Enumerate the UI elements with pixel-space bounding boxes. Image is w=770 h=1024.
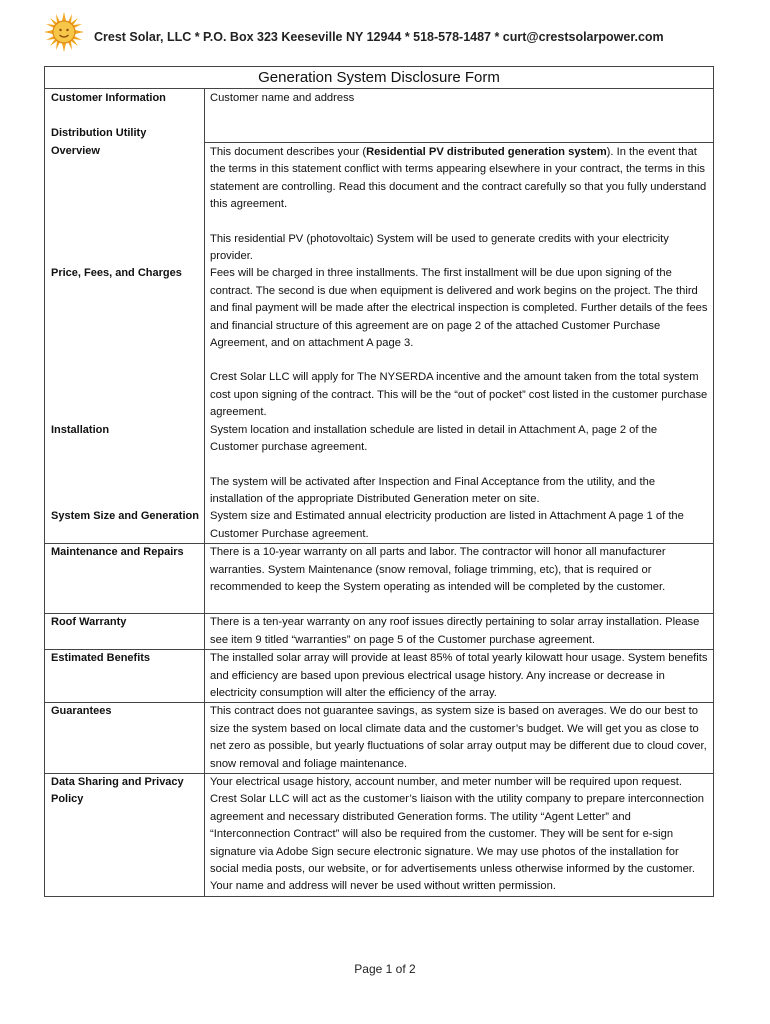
- overview-paragraph: [210, 144, 708, 214]
- guarantees-label: Guarantees: [45, 703, 205, 774]
- spacer: [210, 214, 708, 231]
- overview-bold-text: Residential PV distributed generation system: [366, 146, 607, 158]
- customer-name-and-address-field[interactable]: Customer name and address: [205, 89, 713, 143]
- installation-paragraph: System location and installation schedule are listed in detail in Attachment A, page 2 of the Customer purchase agreement.: [210, 423, 658, 454]
- customer-information-label: Customer Information: [51, 92, 166, 104]
- table-row-customer-information: [45, 89, 713, 266]
- roof-warranty-label: Roof Warranty: [45, 614, 205, 650]
- table-row-installation: [45, 422, 713, 509]
- table-row-estimated-benefits: [45, 650, 713, 703]
- overview-paragraph-2: This residential PV (photovoltaic) System will be used to generate credits with your electricity provider.: [210, 232, 669, 263]
- overview-suffix: ). In the event that the terms in this statement conflict with terms appearing elsewhere in your contract, the terms in this statement are controlling. Read this document and the contract carefully so that you fully understand this agreement.: [210, 146, 707, 211]
- spacer: [51, 107, 199, 124]
- company-contact-line: Crest Solar, LLC * P.O. Box 323 Keeseville NY 12944 * 518-578-1487 * curt@crestsolarpower.com: [94, 30, 664, 44]
- maintenance-label: Maintenance and Repairs: [45, 544, 205, 614]
- overview-prefix: This document describes your (: [210, 146, 367, 158]
- sun-logo-icon: [44, 12, 84, 52]
- roof-warranty-text: There is a ten-year warranty on any roof issues directly pertaining to solar array installation. Please see item 9 titled “warranties” on page 5 of the Customer purchase agreement.: [205, 614, 714, 650]
- table-row-maintenance: [45, 544, 713, 614]
- letterhead: [44, 10, 724, 58]
- spacer: [210, 457, 708, 474]
- row-content: [205, 265, 714, 421]
- table-row-system-size: [45, 508, 713, 543]
- price-paragraph: Fees will be charged in three installments. The first installment will be due upon signing of the contract. The second is due when equipment is delivered and work begins on the project. The third and final payment will be made after the electrical inspection is completed. Further details of the fees and financial structure of this agreement are on page 2 of the attached Customer Purchase Agreement, and on attachment A page 3.: [210, 267, 708, 350]
- data-sharing-label: Data Sharing and Privacy Policy: [45, 774, 205, 896]
- page-number: Page 1 of 2: [354, 962, 416, 976]
- table-row-guarantees: [45, 703, 713, 774]
- table-row-roof-warranty: [45, 614, 713, 650]
- distribution-utility-label: Distribution Utility: [51, 127, 147, 140]
- installation-label: Installation: [45, 422, 205, 509]
- system-size-label: System Size and Generation: [45, 508, 205, 543]
- row-content: [205, 89, 714, 266]
- guarantees-text: This contract does not guarantee savings, as system size is based on averages. We do our best to size the system based on local climate data and the customer’s budget. We will get you as close to net zero as possible, but yearly fluctuations of solar array output may be different due to cloud cover, snow removal and foliage maintenance.: [205, 703, 714, 774]
- disclosure-form: [44, 66, 714, 897]
- estimated-benefits-text: The installed solar array will provide at least 85% of total yearly kilowatt hour usage. System benefits and efficiency are based upon previous electrical usage history. Any increase or decrease in electricity consumption will alter the efficiency of the array.: [205, 650, 714, 703]
- table-row-data-sharing: [45, 774, 713, 896]
- form-title: Generation System Disclosure Form: [258, 69, 500, 86]
- system-size-text: System size and Estimated annual electricity production are listed in Attachment A page 1 of the Customer Purchase agreement.: [210, 510, 684, 540]
- estimated-benefits-label: Estimated Benefits: [45, 650, 205, 703]
- price-paragraph-2: Crest Solar LLC will apply for The NYSERDA incentive and the amount taken from the total system cost upon signing of the contract. This will be the “out of pocket” cost listed in the customer purchase agreement.: [210, 371, 708, 419]
- disclosure-table: [45, 88, 713, 896]
- overview-label: Overview: [51, 144, 100, 157]
- maintenance-text: There is a 10-year warranty on all parts and labor. The contractor will honor all manufacturer warranties. System Maintenance (snow removal, foliage trimming, etc), that is required or recommended to keep the System operating as intended will be completed by the customer.: [205, 544, 714, 614]
- price-label: Price, Fees, and Charges: [45, 265, 205, 421]
- installation-paragraph-2: The system will be activated after Inspection and Final Acceptance from the utility, and the installation of the appropriate Distributed Generation meter on site.: [210, 475, 656, 505]
- row-label: [45, 89, 205, 266]
- table-row-price: [45, 265, 713, 421]
- data-sharing-text: Your electrical usage history, account number, and meter number will be required upon request. Crest Solar LLC will act as the customer’s liaison with the utility company to prepare interconnection agreement and necessary distributed Generation forms. The utility “Agent Letter” and “Interconnection Contract” will also be required from the customer. They will be sent for e-sign signature via Adobe Sign secure electronic signature. We may use photos of the installation for social media posts, our website, or for advertisements unless otherwise informed by the customer. Your name and address will never be used without written permission.: [205, 774, 714, 896]
- row-content: [205, 422, 714, 509]
- spacer: [210, 352, 708, 369]
